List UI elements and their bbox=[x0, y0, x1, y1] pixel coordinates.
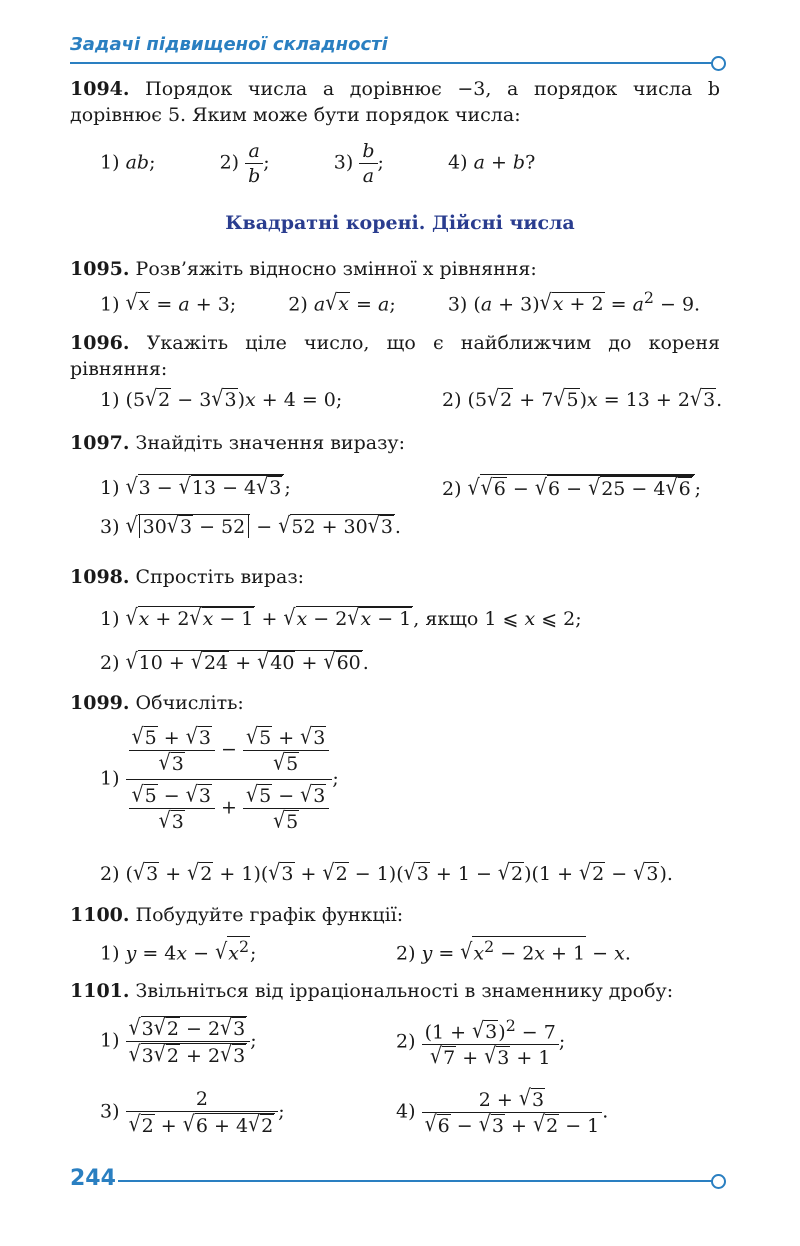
problem-1097-item-1: 1) √3 − √13 − 4√3 ; bbox=[100, 473, 291, 499]
problem-1094-options: 1) ab; 2) $\frac{a}{b}$ ; 3) $\frac{b}{a}$ ; 4) a + b? bbox=[100, 140, 536, 187]
problem-1095: 1095. Розв’яжіть відносно змінної x рівняння: bbox=[70, 258, 537, 280]
problem-1097: 1097. Знайдіть значення виразу: bbox=[70, 432, 406, 454]
problem-1101-item-3: 3) $\frac{2}{√2 + √6 + 4√2}$ ; bbox=[100, 1088, 285, 1137]
problem-1100-item-2: 2) $y = √x^2 - 2x + 1 - x$. bbox=[396, 937, 631, 965]
problem-1100-item-1: 1) $y = 4x - √x^2$; bbox=[100, 937, 257, 965]
problem-1101-item-4: 4) $\frac{2 + √3}{√6 - √3 + √2 - 1}$ . bbox=[396, 1085, 609, 1137]
problem-1096-item-2: 2) (5√2 + 7√5)x = 13 + 2√3. bbox=[442, 385, 723, 411]
problem-1094 bbox=[70, 76, 720, 128]
problem-1097-item-3: 3) √ 30√3 − 52 − √52 + 30√3 . bbox=[100, 512, 401, 538]
problem-1101-item-2: 2) $\frac{(1 + √3)^2 - 7}{√7 + √3 + 1}$ ; bbox=[396, 1016, 566, 1070]
page-number: 244 bbox=[70, 1166, 116, 1191]
header-rule-ring bbox=[711, 56, 726, 71]
problem-1101: 1101. Звільніться від ірраціональності в знаменнику дробу: bbox=[70, 980, 674, 1002]
header-title: Задачі підвищеної складності bbox=[70, 34, 388, 55]
footer-rule bbox=[118, 1180, 712, 1182]
problem-1098-item-1: 1) √x + 2√x − 1 + √x − 2√x − 1 , якщо 1 ⩽ x ⩽ 2; bbox=[100, 604, 582, 630]
problem-1097-item-2: 2) √√6 − √6 − √25 − 4√6 ; bbox=[442, 474, 702, 500]
section-title: Квадратні корені. Дійсні числа bbox=[225, 212, 575, 234]
problem-1099-item-1: 1) $\frac{√5 + √3}{√3}$ − $\frac{√5 + √3}{√5}$ $\frac{√5 - √3}{√3}$ + $\frac{√5 - √3}{√5}$ ; bbox=[100, 723, 339, 833]
footer-rule-ring bbox=[711, 1174, 726, 1189]
problem-1096-item-1: 1) (5√2 − 3√3)x + 4 = 0; bbox=[100, 385, 343, 411]
problem-1098-item-2: 2) √10 + √24 + √40 + √60 . bbox=[100, 648, 369, 674]
problem-1100: 1100. Побудуйте графік функції: bbox=[70, 904, 404, 926]
problem-1099-item-2: 2) (√3 + √2 + 1)(√3 + √2 − 1)(√3 + 1 − √2)(1 + √2 − √3). bbox=[100, 859, 673, 885]
problem-number: 1094. bbox=[70, 78, 130, 100]
problem-1099: 1099. Обчисліть: bbox=[70, 692, 244, 714]
problem-1098: 1098. Спростіть вираз: bbox=[70, 566, 305, 588]
header-rule bbox=[70, 62, 712, 64]
problem-1101-item-1: 1) $\frac{√3√2 - 2√3}{√3√2 + 2√3}$ ; bbox=[100, 1014, 257, 1067]
problem-1096: 1096. Укажіть ціле число, що є найближчим до кореня рівняння: bbox=[70, 332, 720, 380]
problem-text: Порядок числа a дорівнює −3, а порядок числа b дорівнює 5. Яким може бути порядок числа: bbox=[70, 78, 720, 126]
problem-1095-items: 1) √x = a + 3; 2) a√x = a; 3) $(a + 3)√x + 2 = a^2 - 9$. bbox=[100, 288, 701, 316]
